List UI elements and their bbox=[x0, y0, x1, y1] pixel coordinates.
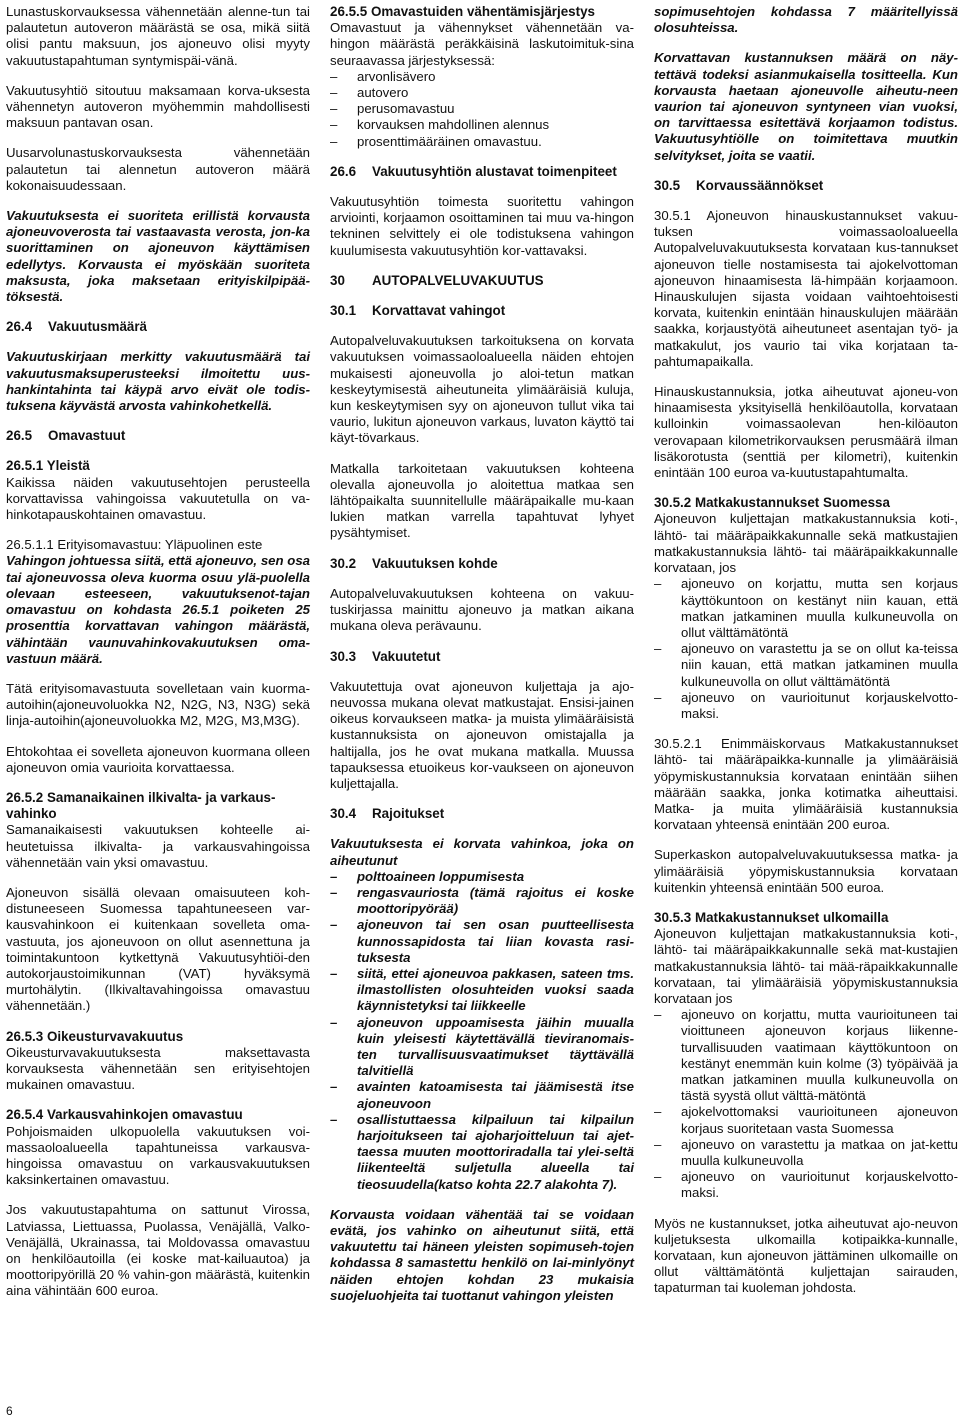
section-title: Rajoitukset bbox=[372, 806, 445, 822]
subsection-heading: 26.5.4 Varkausvahinkojen omavastuu bbox=[6, 1107, 243, 1123]
paragraph: Vakuutettuja ovat ajoneuvon kuljettaja ja ajo-neuvossa mukana olevat matkustajat. Ensisi-jainen oikeus korvaukseen matka- ja muista ylimääräisistä kustannuksista on ajoneuvon omistajalla ja haltijalla, jos he ovat mukana matkalla. Muussa tapauksessa etuoikeus kor-vaukseen on ajoneuvon kuljettajalla. bbox=[330, 678, 634, 791]
chapter-heading bbox=[330, 273, 634, 289]
section-heading bbox=[6, 428, 310, 444]
list-item: – autovero bbox=[330, 85, 409, 101]
section-number: 26.4 bbox=[6, 319, 33, 335]
paragraph bbox=[6, 537, 310, 667]
paragraph: Korvausta voidaan vähentää tai se voidaan evätä, jos vahinko on aiheutunut siitä, että vakuutettu tai häneen yleisten sopimuseh-tojen kohdassa 8 samastettu henkilö on lai-minlyönyt näiden ehtojen kohdan 23 mukaisia suojeluohjeita tai tuottanut vahingon yleisten bbox=[330, 1206, 634, 1303]
paragraph: Oikeusturvavakuutuksesta maksettavasta korvauksesta vähennetään sen erityisehtojen mukainen omavastuu. bbox=[6, 1044, 310, 1093]
paragraph: Jos vakuutustapahtuma on sattunut Virossa, Latviassa, Liettuassa, Puolassa, Venäjällä, Valko-Venäjällä, Ukrainassa, tai Moldovassa omavastuu on henkilöautoilla (ei koske mat-kailuautoa) ja moottoripyörillä 20 % vahin-gon määrästä, kuitenkin aina vähintään 600 euroa. bbox=[6, 1202, 310, 1299]
section-number: 30.3 bbox=[330, 648, 357, 664]
section-number: 26.6 bbox=[330, 163, 357, 179]
section-title: Korvaussäännökset bbox=[696, 177, 824, 193]
paragraph: Autopalveluvakuutuksen tarkoituksena on korvata vakuutuksen voimassaoloalueella näiden ehtojen mukaisesti ajoneuvolla jo aloi-tetun matkan keskeytymisestä aiheutuneita ylimääräisiä kuluja, kun keskeytymisen syy on ajoneuvon tullut vika tai vaurio, lukitun ajoneuvon varkaus, luvaton käyttö tai käyt-tövarkaus. bbox=[330, 333, 634, 446]
paragraph: Vakuutuksesta ei suoriteta erillistä korvausta ajoneuvoverosta tai vastaavasta verosta, jon-ka suorittaminen on ajoneuvon käyttämisen edellytys. Korvausta ei myöskään suoriteta maksusta, joka maksetaan erityiskilpipää-töksestä. bbox=[6, 208, 310, 305]
section-title: Korvattavat vahingot bbox=[372, 303, 506, 319]
list-item: – prosenttimääräinen omavastuu. bbox=[330, 133, 542, 149]
dash-list bbox=[654, 576, 958, 722]
list-item: – ajoneuvo on varastettu ja matkaa on jat-kettu muulla kulkuneuvolla bbox=[654, 1136, 958, 1168]
subsection-heading: 26.5.5 Omavastuiden vähentämisjärjestys bbox=[330, 4, 595, 19]
section-heading bbox=[330, 806, 634, 822]
column-left bbox=[6, 4, 310, 1314]
paragraph: Tätä erityisomavastuuta sovelletaan vain kuorma-autoihin(ajoneuvoluokka N2, N2G, N3, N3G) sekä linja-autoihin(ajoneuvoluokka M2, M2G, M3,M3G). bbox=[6, 680, 310, 729]
section-heading bbox=[330, 164, 634, 180]
paragraph: Samanaikaisesti vakuutuksen kohteelle ai-heutetuissa ilkivalta- ja varkausvahingoissa vähennetään vain yksi omavastuu. bbox=[6, 822, 310, 870]
list-item: – polttoaineen loppumisesta bbox=[330, 868, 525, 884]
list-item: – ajoneuvon tai sen osan puutteellisesta kunnossapidosta tai liian kovasta rasi-tuksesta bbox=[330, 917, 634, 965]
paragraph: Ajoneuvon sisällä olevaan omaisuuteen koh-distuneeseen Suomessa tapahtuneeseen var-kausvahinkoon ei kuitenkaan sovelleta oma-vastuuta, jos ajoneuvoon on ollut asennettuna ja toimintakuntoon kytkettynä Vakuutusyhtiöi-den autokorjaustoimikunnan (VAT) hyväksymä murtohälytin. (Ilkivaltavahingoissa omavastuu vähennetään.) bbox=[6, 884, 310, 1014]
paragraph: Autopalveluvakuutuksen kohteena on vakuu-tuskirjassa mainittu ajoneuvo ja matkan aikana mukana oleva perävaunu. bbox=[330, 585, 634, 634]
section-heading bbox=[654, 178, 958, 194]
section-number: 30.5 bbox=[654, 177, 681, 193]
subsection-heading: 26.5.2 Samanaikainen ilkivalta- ja varkaus-vahinko bbox=[6, 789, 276, 822]
paragraph: 30.5.2.1 Enimmäiskorvaus Matkakustannukset lähtö- tai määräpaikka-kunnalle ja ylimääräisiä yöpymiskustannuksia korvataan enintään siihen määrään saakka, jonka kotimatka aiheuttaisi. Matka- ja muita ylimääräisiä kustannuksia korvataan yhteensä enintään 200 euroa. bbox=[654, 736, 958, 833]
section-number: 30 bbox=[330, 272, 345, 288]
section-number: 26.5 bbox=[6, 428, 33, 444]
paragraph: Matkalla tarkoitetaan vakuutuksen kohteena olevalla ajoneuvolla jo aloitettua matkaa sen lähtöpaikalta suunnitellulle määräpaikalle mu-kaan lukien matkan varrella tapahtuvat lyhyet pysähtymiset. bbox=[330, 460, 634, 541]
list-item: – ajoneuvo on vaurioitunut korjauskelvotto-maksi. bbox=[654, 1169, 958, 1201]
column-right bbox=[654, 4, 958, 1311]
list-item: – ajokelvottomaksi vaurioituneen ajoneuvon korjaus suoritetaan vasta Suomessa bbox=[654, 1104, 958, 1136]
subsection-heading: 30.5.2 Matkakustannukset Suomessa bbox=[654, 495, 890, 511]
list-item: – ajoneuvo on korjattu, mutta sen korjaus käyttökuntoon on kestänyt niin kauan, että matkan jatkaminen muulla kulkuneuvolla on ollut välttämätöntä bbox=[654, 576, 958, 640]
list-item: – rengasvauriosta (tämä rajoitus ei koske moottoripyörää) bbox=[330, 884, 634, 917]
section-heading bbox=[6, 319, 310, 335]
section-heading bbox=[330, 556, 634, 572]
paragraph: Vakuutuksesta ei korvata vahinkoa, joka on aiheutunut bbox=[330, 836, 634, 868]
paragraph: Ehtokohtaa ei sovelleta ajoneuvon kuormana olleen ajoneuvon omia vaurioita korvattaessa. bbox=[6, 743, 310, 775]
section-heading bbox=[330, 649, 634, 665]
section-title: Vakuutetut bbox=[372, 648, 441, 664]
paragraph: Vakuutusyhtiö sitoutuu maksamaan korva-uksesta vähennetyn autoveron myöhemmin mahdollisesti maksuun pantavan osan. bbox=[6, 82, 310, 131]
subsection-heading: 30.5.3 Matkakustannukset ulkomailla bbox=[654, 909, 889, 925]
paragraph: Vakuutuskirjaan merkitty vakuutusmäärä tai vakuutusmaksuperusteeksi ilmoitettu uus-hankintahinta tai käypä arvo eivät ole todis-tuksena käyvästä arvosta vahinkohetkellä. bbox=[6, 349, 310, 414]
paragraph: Ajoneuvon kuljettajan matkakustannuksia koti-, lähtö- tai määräpaikkakunnalle sekä mat-kustajien matkakustannuksia lähtö- tai mää-räpaikkakunnalle korvataan, tai ylimääräisiä yöpymiskustannuksia korvataan jos bbox=[654, 926, 958, 1006]
section-number: 30.2 bbox=[330, 555, 357, 571]
paragraph: Myös ne kustannukset, jotka aiheutuvat ajo-neuvon kuljetuksesta ulkomailla kotipaikka-kunnalle, korvataan, kun ajoneuvon jättäminen ulkomaille on ollut välttämätöntä kuljettajan sairauden, tapaturman tai kuoleman johdosta. bbox=[654, 1215, 958, 1296]
dash-list bbox=[654, 1007, 958, 1201]
list-item: – korvauksen mahdollinen alennus bbox=[330, 117, 550, 133]
list-item: – avainten katoamisesta tai jäämisestä itse ajoneuvoon bbox=[330, 1079, 634, 1111]
paragraph: Korvattavan kustannuksen määrä on näy-tettävä todeksi asianmukaisella tositteella. Kun korvausta haetaan ajoneuvolle aiheutu-neen vaurion tai ajoneuvon syntyneen vian vuoksi, on tarvittaessa esitettävä korjaamon todistus. Vakuutusyhtiölle on toimitettava muutkin selvitykset, joita se vaatii. bbox=[654, 50, 958, 163]
paragraph-lead: 26.5.1.1 Erityisomavastuu: Yläpuolinen este bbox=[6, 537, 263, 553]
subsection-heading: 26.5.3 Oikeusturvavakuutus bbox=[6, 1028, 184, 1044]
list-item: – osallistuttaessa kilpailuun tai kilpailun harjoitukseen tai ajoharjoitteluun tai ajet-taessa muuten moottoriradalla tai ylei-seltä liikenteeltä suljetulla alueella tai tieosuudella(katso kohta 22.7 alakohta 7). bbox=[330, 1111, 634, 1192]
list-item: – ajoneuvo on varastettu ja se on ollut ka-teissa niin kauan, että matkan jatkaminen muulla kulkuneuvolla on ollut välttämätöntä bbox=[654, 641, 958, 689]
paragraph: sopimusehtojen kohdassa 7 määritellyissä olosuhteissa. bbox=[654, 4, 958, 36]
paragraph: Ajoneuvon kuljettajan matkakustannuksia koti-, lähtö- tai määräpaikkakunnalle sekä matkustajien matkakustannuksia lähtö- tai määräpaikkakunnalle korvataan, jos bbox=[654, 511, 958, 576]
section-title: Vakuutusmäärä bbox=[48, 319, 147, 335]
list-item: – siitä, ettei ajoneuvoa pakkasen, sateen tms. ilmastollisten olosuhteiden vuoksi saada käynnistetyksi tai liikkeelle bbox=[330, 965, 634, 1014]
paragraph: Pohjoismaiden ulkopuolella vakuutuksen voi-massaoloalueella tapahtuneissa varkausva-hingoissa omavastuu on varkausvakuutuksen kaksinkertainen omavastuu. bbox=[6, 1123, 310, 1188]
paragraph: 30.5.1 Ajoneuvon hinauskustannukset vakuu-tuksen voimassaoloalueella Autopalveluvakuutuksesta korvataan kus-tannukset ajoneuvon tielle nostamisesta tai ajokelvottoman ajoneuvon hinaamisesta lä-himpään korjaamoon. Hinauskulujen sijasta voidaan vaihtoehtoisesti korvata, kuitenkin enintään hinauskulujen määrään saakka, korjaustyötä aiheutuneet asentajan työ- ja matkakulut, jos vaurio tai vika korjataan ta-pahtumapaikalla. bbox=[654, 208, 958, 369]
section-title: Omavastuut bbox=[48, 428, 126, 444]
paragraph: Omavastuut ja vähennykset vähennetään va-hingon määrästä peräkkäisinä laskutoimituk-sina seuraavassa järjestyksessä: bbox=[330, 20, 634, 68]
section-number: 30.1 bbox=[330, 303, 357, 319]
list-item: – ajoneuvon uppoamisesta jäihin muualla kuin yleisesti käytettävällä tieviranomais-ten turvallisuusvaatimukset täyttävällä talvitiellä bbox=[330, 1014, 634, 1079]
paragraph: Superkaskon autopalveluvakuutuksessa matka- ja ylimääräisiä yöpymiskustannuksia korvataan kuitenkin yhteensä enintään 500 euroa. bbox=[654, 847, 958, 895]
subsection-heading: 26.5.1 Yleistä bbox=[6, 458, 90, 474]
section-heading bbox=[330, 303, 634, 319]
paragraph: Lunastuskorvauksessa vähennetään alenne-tun tai palautetun autoveron määrästä se osa, mikä siitä olisi pantu maksuun, jos ajoneuvo olisi myyty vakuutustapahtuman syntymispäi-vänä. bbox=[6, 4, 310, 68]
section-number: 30.4 bbox=[330, 806, 357, 822]
section-title: Vakuutusyhtiön alustavat toimenpiteet bbox=[372, 163, 617, 179]
paragraph: Uusarvolunastuskorvauksesta vähennetään palautetun tai alennetun autoveron määrä kokonaisuudessaan. bbox=[6, 145, 310, 193]
column-middle bbox=[330, 4, 634, 1318]
dash-list bbox=[330, 869, 634, 1193]
section-title: AUTOPALVELUVAKUUTUS bbox=[372, 272, 544, 288]
list-item: – perusomavastuu bbox=[330, 101, 455, 117]
section-title: Vakuutuksen kohde bbox=[372, 555, 498, 571]
paragraph: Hinauskustannuksia, jotka aiheutuvat ajoneu-von hinaamisesta yksityisellä henkilöautolla, korvataan kulloinkin voimassaolevan hen-kilöauton verovapaan kilometrikorvauksen perusmäärä ilman lisäkorotusta (senttiä per kilometri), kuitenkin enintään 100 euroa va-kuutustapahtumalta. bbox=[654, 384, 958, 481]
paragraph-emphasis: Vahingon johtuessa siitä, että ajoneuvo, sen osa tai ajoneuvossa oleva kuorma osuu ylä-puolella olevaan esteeseen, vakuutuksenot-tajan omavastuu on kohdasta 26.5.1 poiketen 25 prosenttia korvattavan vahingon määrästä, vähintään vaunuvahinkovakuutuksen oma-vastuun määrä. bbox=[6, 553, 310, 666]
list-item: – ajoneuvo on vaurioitunut korjauskelvotto-maksi. bbox=[654, 689, 958, 721]
dash-list bbox=[330, 69, 634, 150]
list-item: – ajoneuvo on korjattu, mutta vaurioituneen tai vioittuneen ajoneuvon korjaus liikenne-turvallisuuden vaatimaan käyttökuntoon on kestänyt enemmän kuin kolme (3) työpäivää ja matkan jatkaminen muulla kulkuneuvolla on tästä syystä ollut välttä-mätöntä bbox=[654, 1007, 958, 1104]
paragraph: Vakuutusyhtiön toimesta suoritettu vahingon arviointi, korjaamon osoittaminen tai muu va-hingon tekninen selvittely ei ole todistuksena vahingon kuulumisesta vakuutusyhtiön kor-vattavaksi. bbox=[330, 194, 634, 258]
page-number: 6 bbox=[6, 1404, 13, 1418]
list-item: – arvonlisävero bbox=[330, 68, 436, 84]
paragraph: Kaikissa näiden vakuutusehtojen perusteella korvattavissa vahingoissa vakuutetulla on va-hinkotapauskohtainen omavastuu. bbox=[6, 474, 310, 523]
